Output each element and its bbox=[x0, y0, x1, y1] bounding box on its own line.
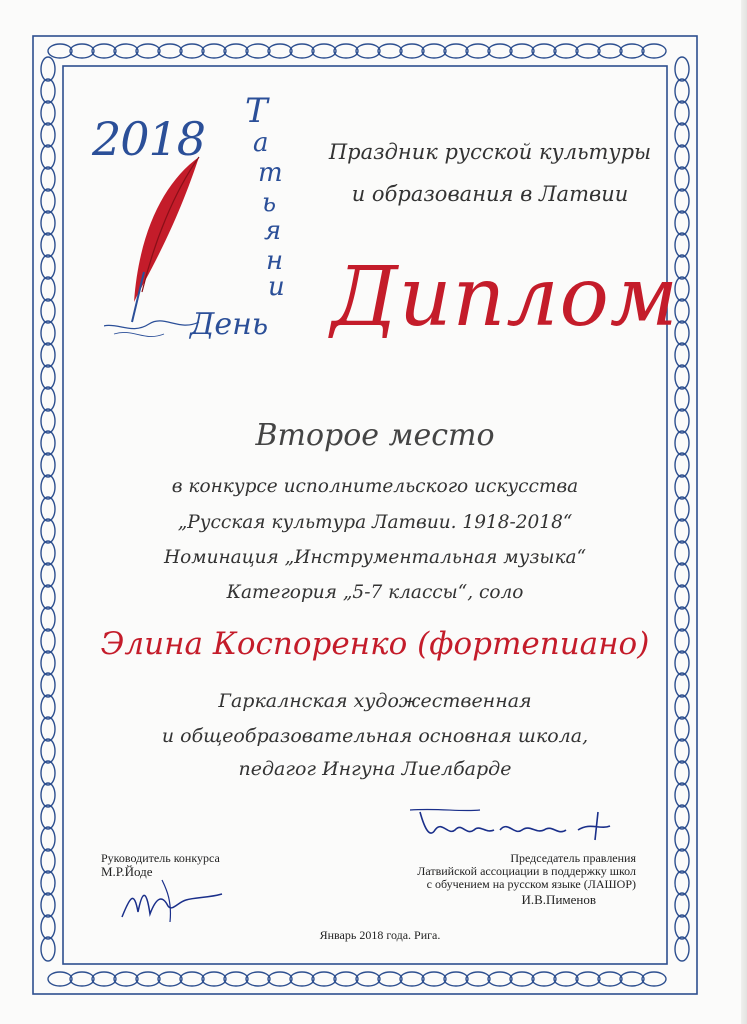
border-chain-link bbox=[41, 497, 55, 521]
logo-word-den: День bbox=[190, 307, 269, 342]
border-chain-link bbox=[290, 44, 314, 58]
border-chain-link bbox=[41, 563, 55, 587]
border-chain-link bbox=[41, 717, 55, 741]
right-signatory-role: Председатель правления bbox=[510, 851, 636, 865]
border-chain-link bbox=[41, 277, 55, 301]
border-chain-link bbox=[158, 972, 182, 986]
border-chain-link bbox=[488, 972, 512, 986]
border-chain-link bbox=[378, 44, 402, 58]
border-chain-link bbox=[554, 44, 578, 58]
border-chain-link bbox=[41, 673, 55, 697]
border-chain-link bbox=[675, 101, 689, 125]
border-chain-link bbox=[675, 453, 689, 477]
border-chain-link bbox=[675, 871, 689, 895]
border-chain-link bbox=[41, 607, 55, 631]
border-chain-link bbox=[422, 44, 446, 58]
border-chain-link bbox=[268, 44, 292, 58]
border-chain-link bbox=[675, 57, 689, 81]
border-chain-link bbox=[41, 453, 55, 477]
border-chain-link bbox=[41, 387, 55, 411]
border-chain-link bbox=[675, 387, 689, 411]
border-chain-link bbox=[400, 972, 424, 986]
border-chain-link bbox=[41, 211, 55, 235]
border-chain-link bbox=[598, 44, 622, 58]
border-chain-link bbox=[41, 695, 55, 719]
border-chain-link bbox=[41, 651, 55, 675]
border-chain-link bbox=[41, 585, 55, 609]
border-chain-link bbox=[532, 972, 556, 986]
signature-pimenov bbox=[400, 800, 640, 850]
border-chain-link bbox=[41, 761, 55, 785]
border-chain-link bbox=[202, 972, 226, 986]
border-chain-link bbox=[400, 44, 424, 58]
border-chain-link bbox=[620, 972, 644, 986]
logo-letter: Т bbox=[245, 91, 268, 131]
logo-letter: ь bbox=[262, 188, 277, 218]
border-chain-link bbox=[356, 972, 380, 986]
border-chain-link bbox=[642, 972, 666, 986]
logo-letter: н bbox=[266, 246, 284, 276]
signature-yode bbox=[112, 872, 232, 932]
border-chain-link bbox=[290, 972, 314, 986]
border-chain-link bbox=[41, 409, 55, 433]
logo-letter: т bbox=[258, 158, 283, 188]
border-chain-link bbox=[70, 44, 94, 58]
border-chain-link bbox=[466, 972, 490, 986]
border-chain-link bbox=[41, 805, 55, 829]
border-chain-link bbox=[41, 475, 55, 499]
border-chain-link bbox=[180, 44, 204, 58]
border-chain-link bbox=[41, 101, 55, 125]
border-chain-link bbox=[675, 783, 689, 807]
right-signatory bbox=[410, 852, 636, 906]
nomination-line: Номинация „Инструментальная музыка“ bbox=[163, 547, 587, 568]
border-chain-link bbox=[422, 972, 446, 986]
border-chain-link bbox=[576, 972, 600, 986]
border-chain-link bbox=[675, 849, 689, 873]
border-chain-link bbox=[41, 167, 55, 191]
border-chain-link bbox=[41, 827, 55, 851]
school-line-1: Гаркалнская художественная bbox=[218, 690, 532, 712]
border-chain-link bbox=[224, 44, 248, 58]
contest-name: „Русская культура Латвии. 1918-2018“ bbox=[177, 512, 573, 533]
contest-line: в конкурсе исполнительского искусства bbox=[171, 476, 579, 497]
border-chain-link bbox=[41, 871, 55, 895]
border-chain-link bbox=[70, 972, 94, 986]
school-line-2: и общеобразовательная основная школа, bbox=[161, 725, 589, 747]
border-chain-link bbox=[48, 44, 72, 58]
border-chain-link bbox=[41, 57, 55, 81]
border-chain-link bbox=[41, 321, 55, 345]
logo-letter: я bbox=[264, 216, 282, 246]
border-chain-link bbox=[268, 972, 292, 986]
border-chain-link bbox=[41, 79, 55, 103]
logo-letter: и bbox=[268, 272, 285, 302]
border-chain-link bbox=[41, 189, 55, 213]
border-chain-link bbox=[444, 44, 468, 58]
footer-date-place: Январь 2018 года. Рига. bbox=[319, 928, 441, 942]
left-signatory-role: Руководитель конкурса bbox=[101, 851, 220, 865]
border-chain-link bbox=[41, 893, 55, 917]
border-chain-link bbox=[224, 972, 248, 986]
border-chain-link bbox=[136, 972, 160, 986]
border-chain-link bbox=[356, 44, 380, 58]
logo-letter: а bbox=[253, 128, 269, 158]
border-chain-link bbox=[675, 365, 689, 389]
border-chain-link bbox=[41, 849, 55, 873]
border-chain-link bbox=[114, 44, 138, 58]
border-chain-link bbox=[180, 972, 204, 986]
border-chain-link bbox=[246, 972, 270, 986]
border-chain-link bbox=[41, 299, 55, 323]
border-chain-link bbox=[378, 972, 402, 986]
border-chain-link bbox=[620, 44, 644, 58]
right-signatory-org-1: Латвийской ассоциации в поддержку школ bbox=[417, 864, 636, 878]
right-signatory-name: И.В.Пименов bbox=[521, 892, 596, 907]
border-chain-link bbox=[41, 915, 55, 939]
left-signatory bbox=[101, 852, 261, 878]
border-chain-link bbox=[41, 233, 55, 257]
border-chain-link bbox=[41, 255, 55, 279]
border-chain-link bbox=[41, 123, 55, 147]
border-chain-link bbox=[675, 915, 689, 939]
border-chain-link bbox=[41, 145, 55, 169]
border-chain-link bbox=[510, 44, 534, 58]
border-chain-link bbox=[92, 972, 116, 986]
border-chain-link bbox=[312, 44, 336, 58]
border-chain-link bbox=[675, 827, 689, 851]
border-chain-link bbox=[334, 972, 358, 986]
border-chain-link bbox=[675, 343, 689, 367]
right-signatory-org-2: с обучением на русском языке (ЛАШОР) bbox=[426, 877, 636, 891]
left-signatory-name: М.Р.Йоде bbox=[101, 864, 153, 879]
border-chain-link bbox=[158, 44, 182, 58]
border-chain-link bbox=[41, 365, 55, 389]
border-chain-link bbox=[41, 519, 55, 543]
border-chain-link bbox=[576, 44, 600, 58]
border-chain-link bbox=[675, 937, 689, 961]
border-chain-link bbox=[202, 44, 226, 58]
border-chain-link bbox=[92, 44, 116, 58]
border-chain-link bbox=[532, 44, 556, 58]
border-chain-link bbox=[675, 79, 689, 103]
border-chain-link bbox=[675, 211, 689, 235]
border-chain-link bbox=[48, 972, 72, 986]
border-chain-link bbox=[41, 783, 55, 807]
border-chain-link bbox=[312, 972, 336, 986]
teacher-line: педагог Ингуна Лиелбарде bbox=[238, 758, 512, 780]
border-chain-link bbox=[675, 805, 689, 829]
border-chain-link bbox=[642, 44, 666, 58]
border-chain-link bbox=[41, 431, 55, 455]
border-chain-link bbox=[488, 44, 512, 58]
border-chain-link bbox=[246, 44, 270, 58]
header-line-1: Праздник русской культуры bbox=[328, 140, 652, 164]
border-chain-link bbox=[554, 972, 578, 986]
border-chain-link bbox=[41, 937, 55, 961]
border-chain-link bbox=[466, 44, 490, 58]
winner-name: Элина Коспоренко (фортепиано) bbox=[100, 626, 650, 662]
border-chain-link bbox=[41, 739, 55, 763]
place-heading: Второе место bbox=[255, 418, 495, 453]
border-chain-link bbox=[41, 629, 55, 653]
logo-year: 2018 bbox=[92, 112, 206, 166]
category-line: Категория „5-7 классы“, соло bbox=[226, 582, 524, 603]
border-chain-link bbox=[114, 972, 138, 986]
border-chain-link bbox=[41, 343, 55, 367]
border-chain-link bbox=[41, 541, 55, 565]
border-chain-link bbox=[675, 893, 689, 917]
border-chain-link bbox=[444, 972, 468, 986]
border-chain-link bbox=[598, 972, 622, 986]
border-chain-link bbox=[334, 44, 358, 58]
border-chain-link bbox=[136, 44, 160, 58]
diploma-title: Диплом bbox=[331, 250, 679, 345]
quill-icon bbox=[104, 152, 214, 352]
header-line-2: и образования в Латвии bbox=[351, 182, 629, 206]
border-chain-link bbox=[510, 972, 534, 986]
